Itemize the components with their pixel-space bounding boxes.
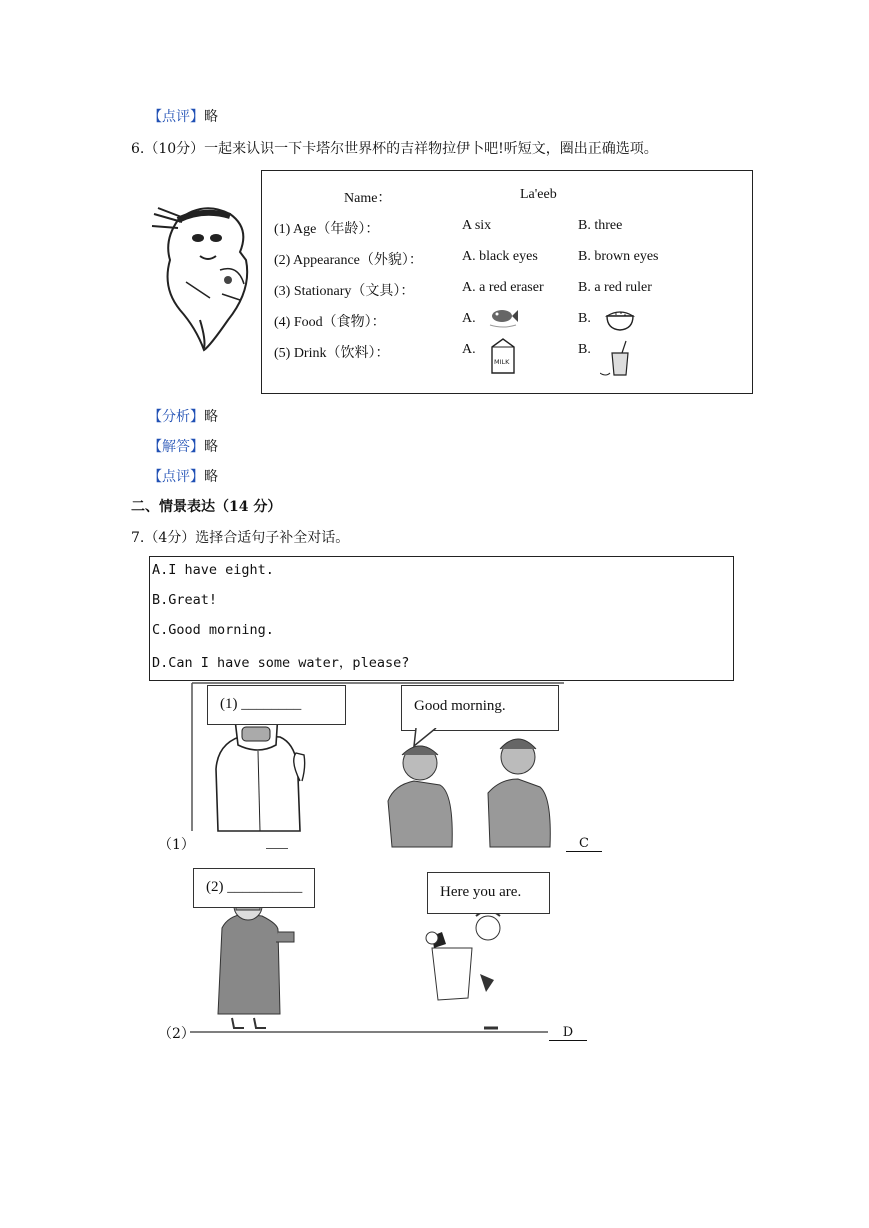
q6-analysis <box>148 408 218 426</box>
name-value: La'eeb <box>520 187 557 202</box>
q7-options-box <box>149 556 734 681</box>
milk-label: MILK <box>494 358 510 366</box>
row3-option-a: A. a red eraser <box>462 280 544 295</box>
name-label: Name： <box>344 191 392 206</box>
row1-option-a: A six <box>462 218 492 233</box>
analysis-tag: 【分析】 <box>148 409 204 425</box>
row2-option-a: A. black eyes <box>462 249 538 264</box>
scene1-bubble-left-text: (1) ________ <box>220 696 302 712</box>
row1-option-b: B. three <box>578 218 623 233</box>
scene2-bubble-left-text: (2) __________ <box>206 879 303 895</box>
scene1-bubble-tail <box>412 728 442 748</box>
row4-option-b: B. <box>578 311 591 326</box>
answer-tag: 【解答】 <box>148 439 204 455</box>
scene1-blank <box>266 848 288 849</box>
row3-option-b: B. a red ruler <box>578 280 652 295</box>
q6-answer <box>148 438 218 456</box>
scene1-bubble-right-text: Good morning. <box>414 698 506 714</box>
option-a: A.I have eight. <box>152 562 274 578</box>
row1-label: (1) Age（年龄）： <box>274 222 380 237</box>
row5-label: (5) Drink（饮料）： <box>274 346 390 361</box>
row4-option-a: A. <box>462 311 476 326</box>
scene1-bubble-right <box>401 685 559 731</box>
row5-option-a: A. <box>462 342 476 357</box>
q7-stem: 7.（4分）选择合适句子补全对话。 <box>131 530 350 546</box>
scene2-bubble-right-text: Here you are. <box>440 884 522 900</box>
option-b: B.Great! <box>152 592 218 608</box>
section2-title: 二、情景表达（14 分） <box>131 499 282 515</box>
comment-tag: 【点评】 <box>148 109 204 125</box>
comment-text: 略 <box>204 469 218 485</box>
q6-comment <box>148 468 218 486</box>
option-d: D.Can I have some water，please? <box>152 655 410 671</box>
row4-label: (4) Food（食物）： <box>274 315 386 330</box>
top-comment <box>148 108 218 126</box>
scene2-bubble-left <box>193 868 315 908</box>
row2-option-b: B. brown eyes <box>578 249 659 264</box>
mascot-illustration <box>148 200 254 352</box>
option-c: C.Good morning. <box>152 622 274 638</box>
q6-stem: 6.（10分）一起来认识一下卡塔尔世界杯的吉祥物拉伊卜吧!听短文，圈出正确选项。 <box>131 141 658 157</box>
scene1-answer: C <box>566 836 602 852</box>
scene2-bubble-right <box>427 872 550 914</box>
comment-tag: 【点评】 <box>148 469 204 485</box>
scene2-answer: D <box>549 1025 587 1041</box>
q6-table-box <box>261 170 753 394</box>
analysis-text: 略 <box>204 409 218 425</box>
answer-text: 略 <box>204 439 218 455</box>
scene1-bubble-left <box>207 685 346 725</box>
scene1-number: （1） <box>158 837 195 853</box>
comment-text: 略 <box>204 109 218 125</box>
row2-label: (2) Appearance（外貌）： <box>274 253 423 268</box>
scene2-number: （2） <box>158 1026 195 1042</box>
rice-bowl-icon <box>604 304 636 332</box>
row3-label: (3) Stationary（文具）： <box>274 284 415 299</box>
row5-option-b: B. <box>578 342 591 357</box>
milk-carton-icon <box>488 337 518 375</box>
fish-icon <box>488 303 518 329</box>
juice-cup-icon <box>600 339 630 379</box>
